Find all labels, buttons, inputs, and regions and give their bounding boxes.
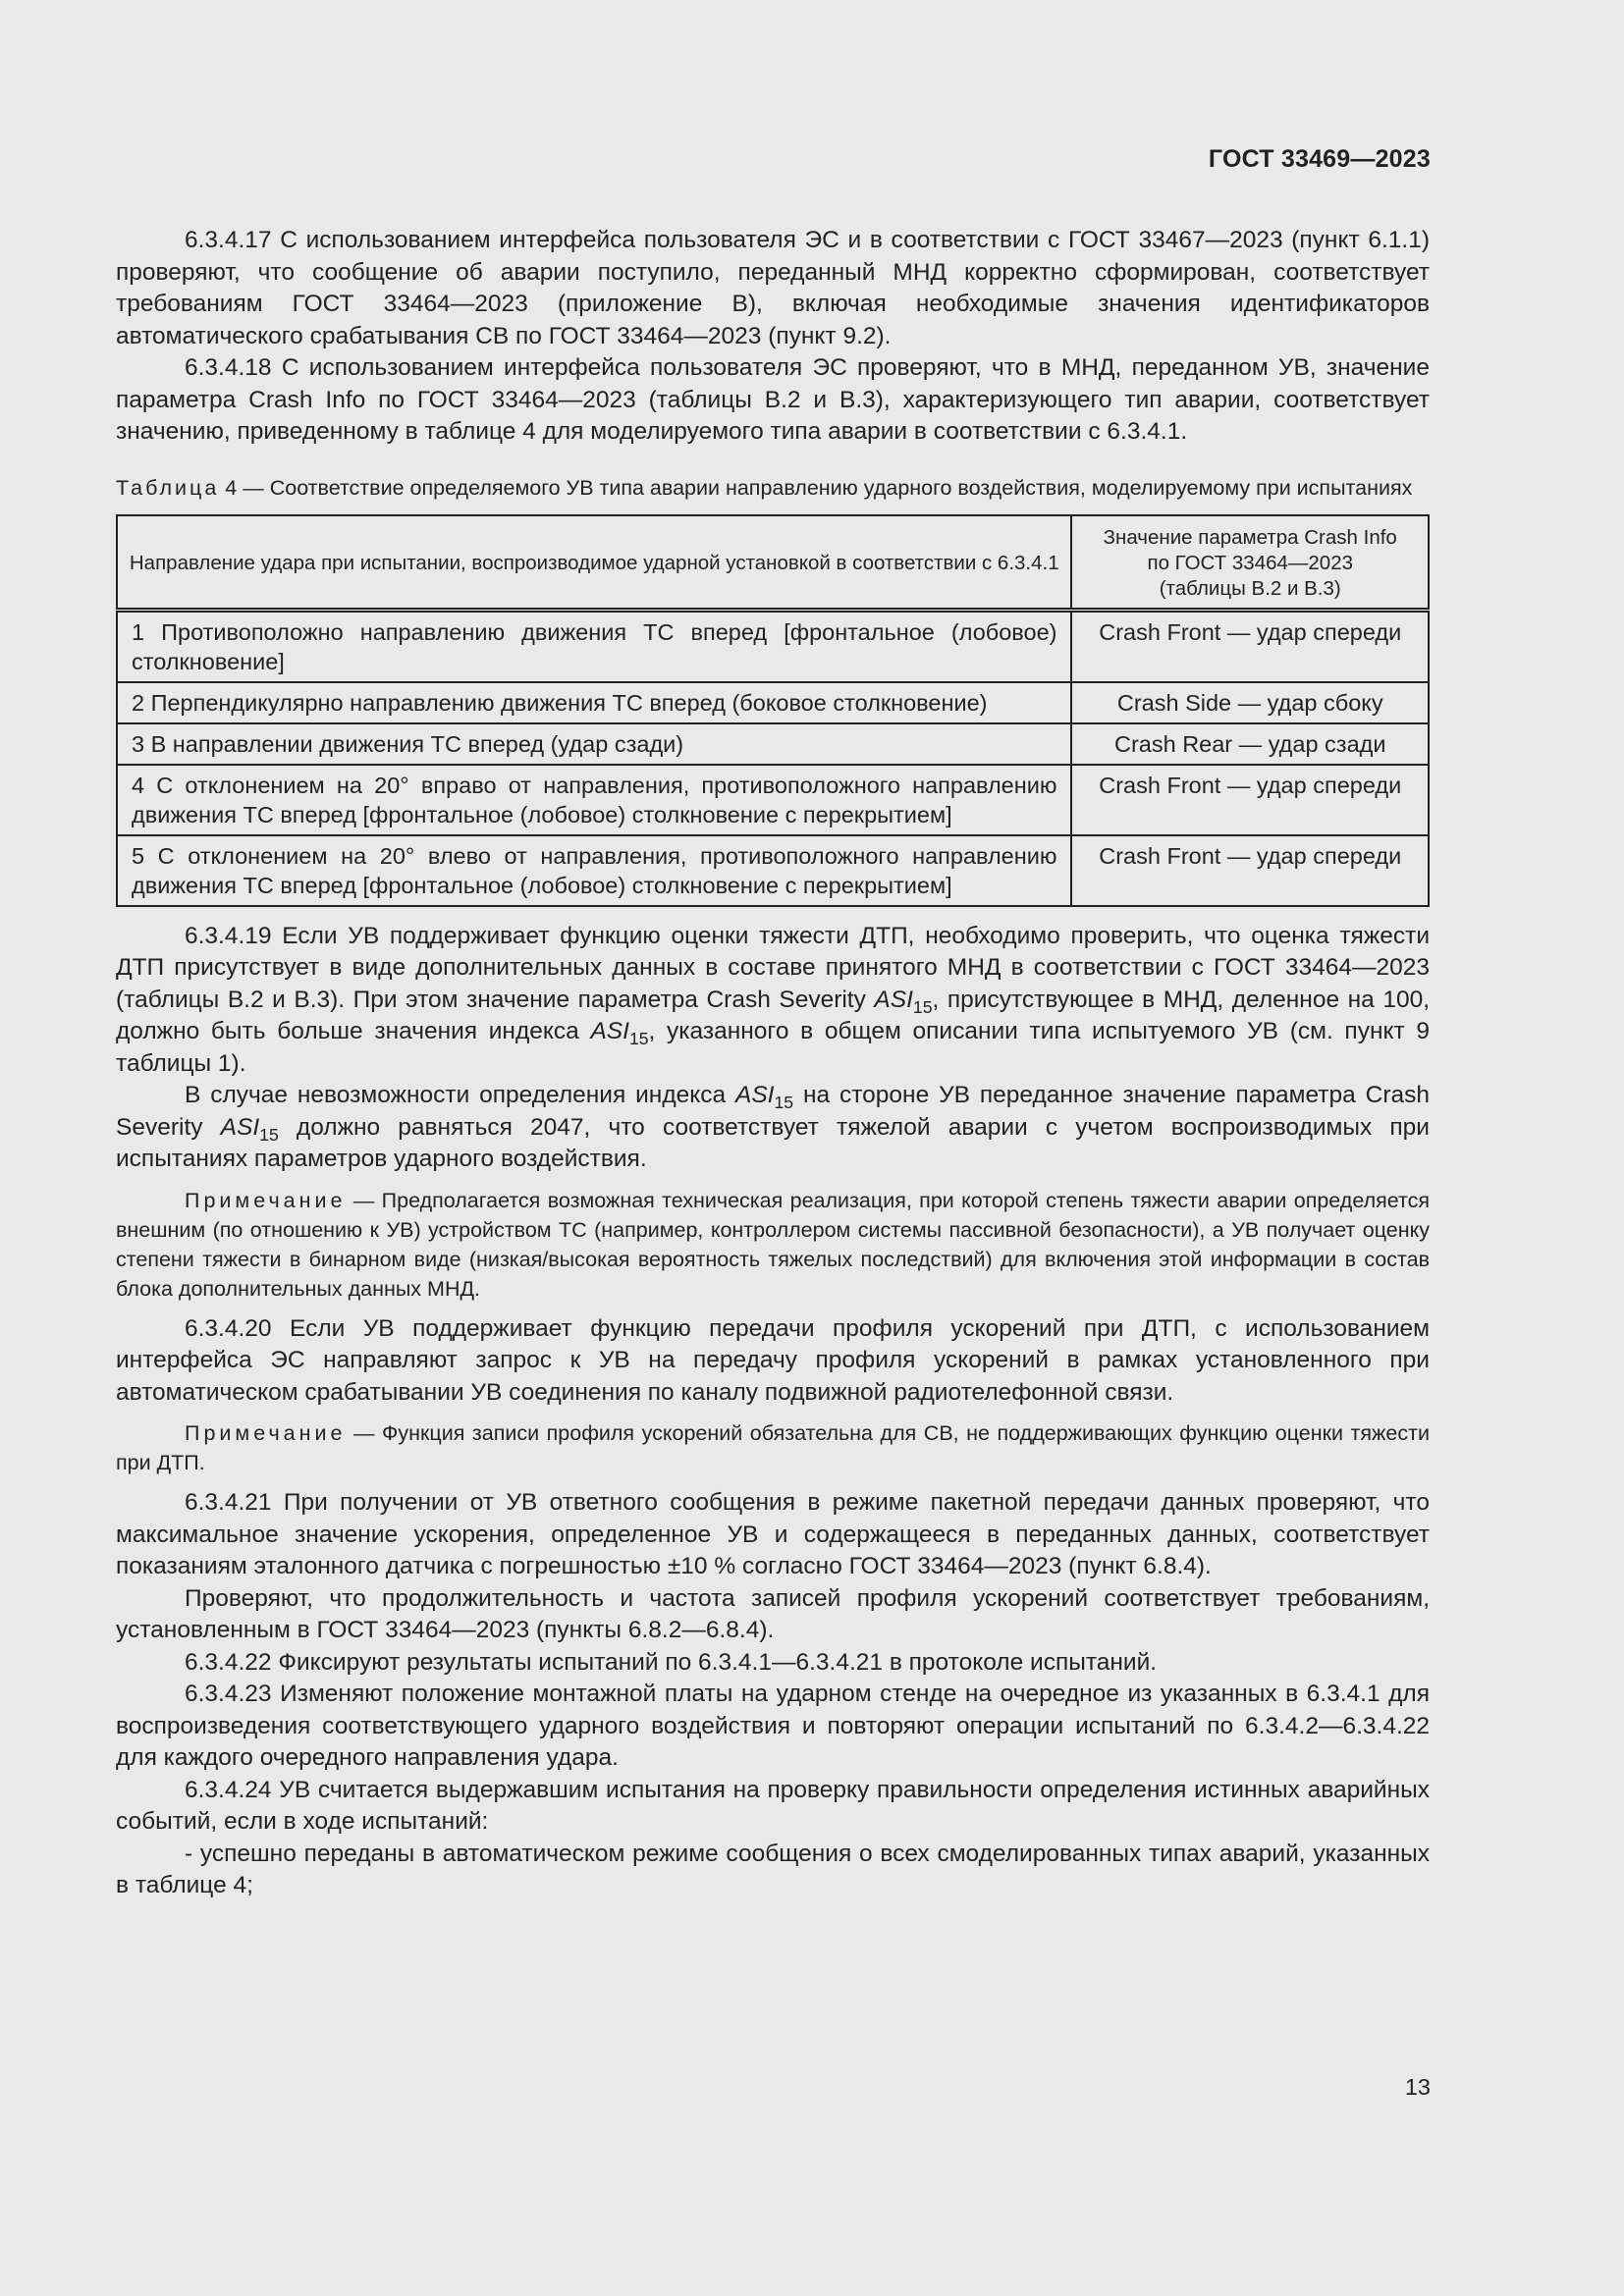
table-cell-direction: 4 С отклонением на 20° вправо от направления, противоположного направлению движения ТС вперед [фронтальное (лобовое) столкновение с перекрытием] (117, 765, 1071, 835)
table-cell-direction: 2 Перпендикулярно направлению движения ТС вперед (боковое столкновение) (117, 682, 1071, 723)
header-line-2: по ГОСТ 33464—2023 (1147, 551, 1354, 574)
header-line-1: Значение параметра Crash Info (1103, 525, 1397, 549)
table-row (117, 682, 1429, 723)
asi-subscript: 15 (259, 1124, 279, 1145)
table-cell-direction: 3 В направлении движения ТС вперед (удар сзади) (117, 723, 1071, 765)
document-body (116, 225, 1430, 1902)
paragraph-6-3-4-23: 6.3.4.23 Изменяют положение монтажной платы на ударном стенде на очередное из указанных в 6.3.4.1 для воспроизведения соответствующего ударного воздействия и повторяют операции испытаний по 6.3.4.2—6.3.4.22 для каждого очередного направления удара. (116, 1681, 1430, 1771)
table-caption-label: Таблица (116, 475, 220, 500)
asi-subscript: 15 (628, 1029, 649, 1049)
table-row (117, 723, 1429, 765)
table-cell-crash-info: Crash Side — удар сбоку (1071, 682, 1429, 723)
paragraph-6-3-4-21: 6.3.4.21 При получении от УВ ответного сообщения в режиме пакетной передачи данных проверяют, что максимальное значение ускорения, определенное УВ и содержащееся в переданных данных, соответствует показаниям эталонного датчика с погрешностью ±10 % согласно ГОСТ 33464—2023 (пункт 6.8.4). (116, 1489, 1430, 1579)
table-4 (116, 514, 1430, 907)
paragraph-6-3-4-17: 6.3.4.17 С использованием интерфейса пользователя ЭС и в соответствии с ГОСТ 33467—2023 (пункт 6.1.1) проверяют, что сообщение об аварии поступило, переданный МНД корректно сформирован, соответствует требованиям ГОСТ 33464—2023 (приложение В), включая необходимые значения идентификаторов автоматического срабатывания СВ по ГОСТ 33464—2023 (пункт 9.2). (116, 227, 1430, 349)
p19x-text-c: должно равняться 2047, что соответствует тяжелой аварии с учетом воспроизводимых при испытаниях параметров ударного воздействия. (116, 1113, 1430, 1172)
asi-subscript: 15 (774, 1093, 794, 1113)
table-cell-crash-info: Crash Rear — удар сзади (1071, 723, 1429, 765)
p19-text-b: , присутствующее в МНД, деленное на 100, должно быть больше значения индекса (116, 986, 1430, 1044)
p19x-text-b: на стороне УВ переданное значение параметра Crash Severity (116, 1082, 1430, 1141)
table-4-caption (116, 474, 1430, 503)
table-cell-crash-info: Crash Front — удар спереди (1071, 765, 1429, 835)
asi-subscript: 15 (912, 996, 933, 1017)
asi-symbol: ASI (220, 1113, 260, 1141)
paragraph-6-3-4-19 (116, 921, 1430, 1081)
asi-symbol: ASI (734, 1082, 775, 1108)
p19x-text-a: В случае невозможности определения индекса (185, 1082, 735, 1108)
table-row (117, 610, 1429, 682)
table-cell-crash-info: Crash Front — удар спереди (1071, 610, 1429, 682)
table-cell-direction: 1 Противоположно направлению движения ТС вперед [фронтальное (лобовое) столкновение] (117, 610, 1071, 682)
page-number: 13 (1404, 2074, 1431, 2100)
p19-text-c: , указанного в общем описании типа испытуемого УВ (см. пункт 9 таблицы 1). (116, 1018, 1430, 1077)
p19-text-a: 6.3.4.19 Если УВ поддерживает функцию оценки тяжести ДТП, необходимо проверить, что оценка тяжести ДТП присутствует в виде дополнительных данных в составе принятого МНД в соответствии с ГОСТ 33464—2023 (таблицы В.2 и В.3). При этом значение параметра Crash Severity (116, 922, 1430, 1013)
paragraph-6-3-4-20: 6.3.4.20 Если УВ поддерживает функцию передачи профиля ускорений при ДТП, с использованием интерфейса ЭС направляют запрос к УВ на передачу профиля ускорений в рамках установленного при автоматическом срабатывании УВ соединения по каналу подвижной радиотелефонной связи. (116, 1314, 1430, 1406)
note-text: — Функция записи профиля ускорений обязательна для СВ, не поддерживающих функцию оценки тяжести при ДТП. (116, 1421, 1430, 1474)
note-label: Примечание (185, 1188, 347, 1212)
table-row (117, 835, 1429, 906)
document-code-header: ГОСТ 33469—2023 (1208, 145, 1431, 173)
note-text: — Предполагается возможная техническая реализация, при которой степень тяжести аварии определяется внешним (по отношению к УВ) устройством ТС (например, контроллером системы пассивной безопасности), а УВ получает оценку степени тяжести в бинарном виде (низкая/высокая вероятность тяжелых последствий) для включения этой информации в состав блока дополнительных данных МНД. (116, 1188, 1430, 1301)
table-caption-number: 4 (225, 475, 238, 500)
paragraph-asi-fallback (116, 1080, 1430, 1176)
note-label: Примечание (185, 1421, 347, 1445)
table-header-direction: Направление удара при испытании, воспроизводимое ударной установкой в соответствии с 6.3.4.1 (117, 515, 1071, 611)
table-cell-crash-info: Crash Front — удар спереди (1071, 835, 1429, 906)
table-header-crash-info (1071, 515, 1429, 611)
note-severity (116, 1186, 1430, 1304)
header-line-3: (таблицы В.2 и В.3) (1159, 576, 1341, 600)
asi-symbol: ASI (874, 986, 913, 1013)
paragraph-6-3-4-24: 6.3.4.24 УВ считается выдержавшим испытания на проверку правильности определения истинных аварийных событий, если в ходе испытаний: (116, 1776, 1430, 1835)
table-row (117, 765, 1429, 835)
paragraph-6-3-4-22: 6.3.4.22 Фиксируют результаты испытаний по 6.3.4.1—6.3.4.21 в протоколе испытаний. (185, 1648, 1158, 1676)
asi-symbol: ASI (590, 1018, 629, 1044)
paragraph-6-3-4-18: 6.3.4.18 С использованием интерфейса пользователя ЭС проверяют, что в МНД, переданном УВ, значение параметра Crash Info по ГОСТ 33464—2023 (таблицы В.2 и В.3), характеризующего тип аварии, соответствует значению, приведенному в таблице 4 для моделируемого типа аварии в соответствии с 6.3.4.1. (116, 354, 1430, 445)
table-caption-text: — Соответствие определяемого УВ типа аварии направлению ударного воздействия, моделируемому при испытаниях (237, 475, 1413, 500)
table-cell-direction: 5 С отклонением на 20° влево от направления, противоположного направлению движения ТС вперед [фронтальное (лобовое) столкновение с перекрытием] (117, 835, 1071, 906)
table-header-row (117, 515, 1429, 611)
list-item: - успешно переданы в автоматическом режиме сообщения о всех смоделированных типах аварий, указанных в таблице 4; (116, 1840, 1430, 1898)
paragraph-duration-check: Проверяют, что продолжительность и частота записей профиля ускорений соответствует требованиям, установленным в ГОСТ 33464—2023 (пункты 6.8.2—6.8.4). (116, 1584, 1430, 1643)
note-acceleration-profile (116, 1418, 1430, 1477)
